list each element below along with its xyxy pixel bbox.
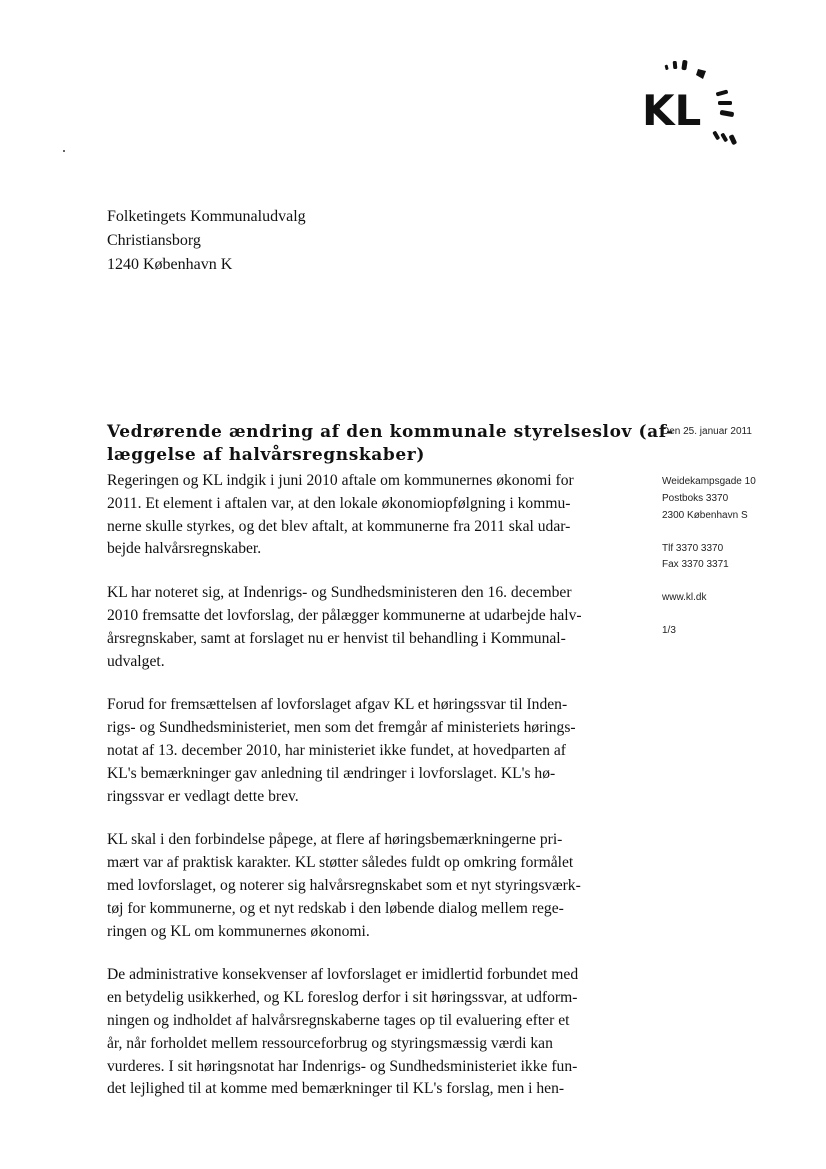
recipient-street: Christiansborg [107,232,201,249]
paragraph [107,964,627,1101]
text-line: 2011. Et element i aftalen var, at den lokale økonomiopfølgning i kommu- [107,494,571,512]
paragraph [107,829,627,943]
sender-phone: Tlf 3370 3370 [662,543,724,554]
kl-logo-mark [638,55,748,155]
text-line: De administrative konsekvenser af lovforslaget er imidlertid forbundet med [107,966,579,984]
text-line: udvalget. [107,652,165,670]
text-line: nerne skulle styrkes, og det blev aftalt, at kommunerne fra 2011 skal udar- [107,517,571,535]
text-line: en betydelig usikkerhed, og KL foreslog derfor i sit høringssvar, at udform- [107,989,578,1007]
margin-mark [63,150,65,152]
text-line: år, når forholdet mellem ressourceforbrug og styringsmæssig værdi kan [107,1034,553,1052]
letter-date: Den 25. januar 2011 [662,426,752,437]
text-line: Forud for fremsættelsen af lovforslaget afgav KL et høringssvar til Inden- [107,696,568,714]
text-line: vurderes. I sit høringsnotat har Indenrigs- og Sundhedsministeriet ikke fun- [107,1057,578,1075]
text-line: KL skal i den forbindelse påpege, at flere af høringsbemærkningerne pri- [107,831,563,849]
text-line: det lejlighed til at komme med bemærkninger til KL's forslag, men i hen- [107,1080,565,1098]
subject-line-2: læggelse af halvårsregnskaber) [107,445,425,465]
recipient-address [107,205,306,277]
text-line: mært var af praktisk karakter. KL støtter således fuldt op omkring formålet [107,854,574,872]
text-line: KL har noteret sig, at Indenrigs- og Sundhedsministeren den 16. december [107,584,572,602]
recipient-city: 1240 København K [107,256,233,273]
text-line: rigs- og Sundhedsministeriet, men som det fremgår af ministeriets hørings- [107,719,576,737]
page-number: 1/3 [662,625,676,636]
letter-body [107,470,627,1122]
sender-city: 2300 København S [662,510,748,521]
sender-fax: Fax 3370 3371 [662,559,729,570]
text-line: ringssvar er vedlagt dette brev. [107,787,299,805]
kl-logo [638,55,748,155]
text-line: notat af 13. december 2010, har ministeriet ikke fundet, at hovedparten af [107,741,566,759]
sender-website: www.kl.dk [662,592,707,603]
subject-line-1: Vedrørende ændring af den kommunale styrelseslov (af- [107,422,674,442]
text-line: Regeringen og KL indgik i juni 2010 aftale om kommunernes økonomi for [107,472,574,489]
text-line: tøj for kommunerne, og et nyt redskab i den løbende dialog mellem rege- [107,899,564,917]
paragraph [107,694,627,808]
text-line: med lovforslaget, og noterer sig halvårsregnskabet som et nyt styringsværk- [107,876,581,894]
paragraph [107,582,627,673]
text-line: ringen og KL om kommunernes økonomi. [107,922,370,940]
svg-text:KL: KL [642,86,702,135]
text-line: 2010 fremsatte det lovforslag, der pålægger kommunerne at udarbejde halv- [107,606,582,624]
letter-subject [107,421,674,467]
sender-pobox: Postboks 3370 [662,493,729,504]
recipient-name: Folketingets Kommunaludvalg [107,208,306,225]
text-line: bejde halvårsregnskaber. [107,540,262,558]
text-line: ningen og indholdet af halvårsregnskaberne tages op til evaluering efter et [107,1011,570,1029]
paragraph [107,470,627,561]
sender-street: Weidekampsgade 10 [662,476,756,487]
text-line: årsregnskaber, samt at forslaget nu er henvist til behandling i Kommunal- [107,629,566,647]
text-line: KL's bemærkninger gav anledning til ændringer i lovforslaget. KL's hø- [107,764,556,782]
